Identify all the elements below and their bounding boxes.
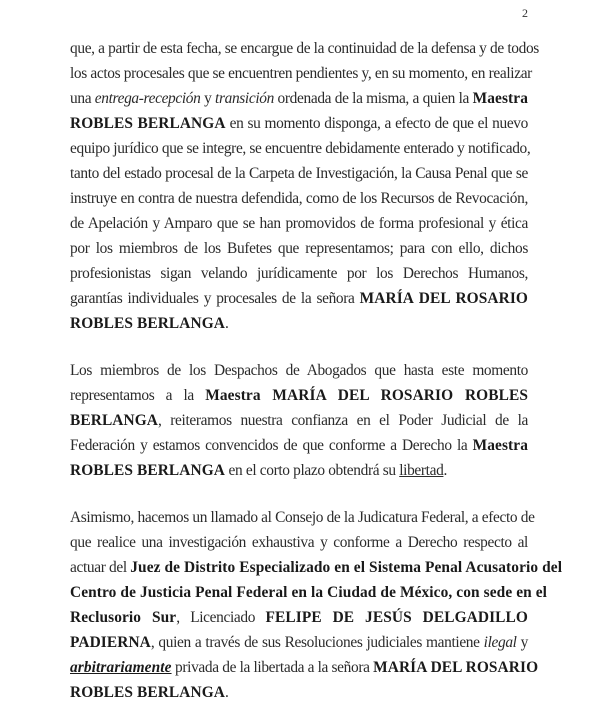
text-run: . bbox=[225, 315, 229, 332]
text-line bbox=[70, 186, 528, 211]
text-run: de Apelación y Amparo que se han promovidos de forma profesional y ética bbox=[70, 215, 528, 232]
text-line bbox=[70, 655, 539, 680]
text-run: instruye en contra de nuestra defendida, como de los Recursos de Revocación, bbox=[70, 190, 528, 207]
bold-text: MARÍA DEL ROSARIO bbox=[359, 290, 528, 307]
paragraph-gap bbox=[70, 483, 528, 505]
text-run: que, a partir de esta fecha, se encargue de la continuidad de la defensa y de todos bbox=[70, 40, 539, 57]
bold-text: Centro de Justicia Penal Federal en la Ciudad de México, con sede en el bbox=[70, 584, 548, 601]
text-line bbox=[70, 36, 539, 61]
text-line bbox=[70, 408, 528, 433]
text-run: y bbox=[516, 634, 528, 651]
text-run: ordenada de la misma, a quien la bbox=[273, 90, 473, 107]
bold-text: arbitrariamente bbox=[70, 659, 172, 676]
text-run: Los miembros de los Despachos de Abogados que hasta este momento bbox=[70, 362, 528, 379]
text-run: y bbox=[200, 90, 216, 107]
text-line bbox=[70, 505, 535, 530]
text-run: actuar del bbox=[70, 559, 131, 576]
text-run: tanto del estado procesal de la Carpeta de Investigación, la Causa Penal que se bbox=[70, 165, 528, 182]
bold-text: BERLANGA bbox=[70, 412, 159, 429]
text-run: los actos procesales que se encuentren pendientes y, en su momento, en realizar bbox=[70, 65, 532, 82]
text-run: por los miembros de los Bufetes que representamos; para con ello, dichos bbox=[70, 240, 528, 257]
bold-text: Reclusorio Sur bbox=[70, 609, 177, 626]
italic-text: ilegal bbox=[483, 634, 517, 651]
bold-text: ROBLES BERLANGA bbox=[70, 315, 226, 332]
text-line bbox=[70, 261, 528, 286]
italic-text: entrega-recepción bbox=[94, 90, 201, 107]
bold-text: ROBLES BERLANGA bbox=[70, 462, 226, 479]
text-line bbox=[70, 680, 528, 705]
text-run: que realice una investigación exhaustiva y conforme a Derecho respecto al bbox=[70, 534, 528, 551]
text-line bbox=[70, 161, 528, 186]
text-line bbox=[70, 555, 563, 580]
text-run: . bbox=[225, 684, 229, 701]
bold-text: MARÍA DEL ROSARIO bbox=[373, 659, 539, 676]
bold-text: Maestra bbox=[472, 437, 528, 454]
text-line bbox=[70, 630, 528, 655]
text-line bbox=[70, 236, 528, 261]
bold-text: FELIPE DE JESÚS DELGADILLO bbox=[265, 609, 528, 626]
bold-text: Maestra MARÍA DEL ROSARIO ROBLES bbox=[205, 387, 528, 404]
text-line bbox=[70, 86, 528, 111]
text-line bbox=[70, 136, 531, 161]
text-run: , quien a través de sus Resoluciones judiciales mantiene bbox=[150, 634, 484, 651]
text-line bbox=[70, 530, 528, 555]
paragraph-gap bbox=[70, 336, 528, 358]
text-run: representamos a la bbox=[70, 387, 206, 404]
text-run: en su momento disponga, a efecto de que el nuevo bbox=[225, 115, 529, 132]
text-line bbox=[70, 605, 528, 630]
text-line bbox=[70, 358, 528, 383]
text-line bbox=[70, 311, 528, 336]
page-number: 2 bbox=[522, 6, 528, 20]
document-body bbox=[70, 36, 563, 705]
text-run: garantías individuales y procesales de la señora bbox=[70, 290, 360, 307]
text-line bbox=[70, 383, 528, 408]
text-run: , Licenciado bbox=[176, 609, 266, 626]
text-line bbox=[70, 111, 528, 136]
text-run: profesionistas sigan velando jurídicamente por los Derechos Humanos, bbox=[70, 265, 528, 282]
text-run: Asimismo, hacemos un llamado al Consejo de la Judicatura Federal, a efecto de bbox=[70, 509, 535, 526]
paragraph bbox=[70, 36, 539, 336]
bold-text: PADIERNA bbox=[70, 634, 151, 651]
text-line bbox=[70, 580, 548, 605]
text-run: equipo jurídico que se integre, se encuentre debidamente enterado y notificado, bbox=[70, 140, 531, 157]
text-run: . bbox=[443, 462, 447, 479]
bold-text: ROBLES BERLANGA bbox=[70, 684, 226, 701]
text-line bbox=[70, 458, 528, 483]
bold-text: ROBLES BERLANGA bbox=[70, 115, 226, 132]
bold-text: Juez de Distrito Especializado en el Sistema Penal Acusatorio del bbox=[130, 559, 563, 576]
text-run: una bbox=[70, 90, 95, 107]
text-line bbox=[70, 286, 528, 311]
underlined-text: libertad bbox=[399, 462, 444, 479]
text-line bbox=[70, 211, 528, 236]
bold-text: Maestra bbox=[472, 90, 529, 107]
paragraph bbox=[70, 358, 528, 483]
text-line bbox=[70, 433, 528, 458]
text-run: , reiteramos nuestra confianza en el Poder Judicial de la bbox=[158, 412, 528, 429]
italic-text: transición bbox=[215, 90, 274, 107]
text-run: en el corto plazo obtendrá su bbox=[225, 462, 400, 479]
text-run: privada de la libertada a la señora bbox=[171, 659, 374, 676]
text-line bbox=[70, 61, 532, 86]
paragraph bbox=[70, 505, 563, 705]
text-run: Federación y estamos convencidos de que conforme a Derecho la bbox=[70, 437, 473, 454]
